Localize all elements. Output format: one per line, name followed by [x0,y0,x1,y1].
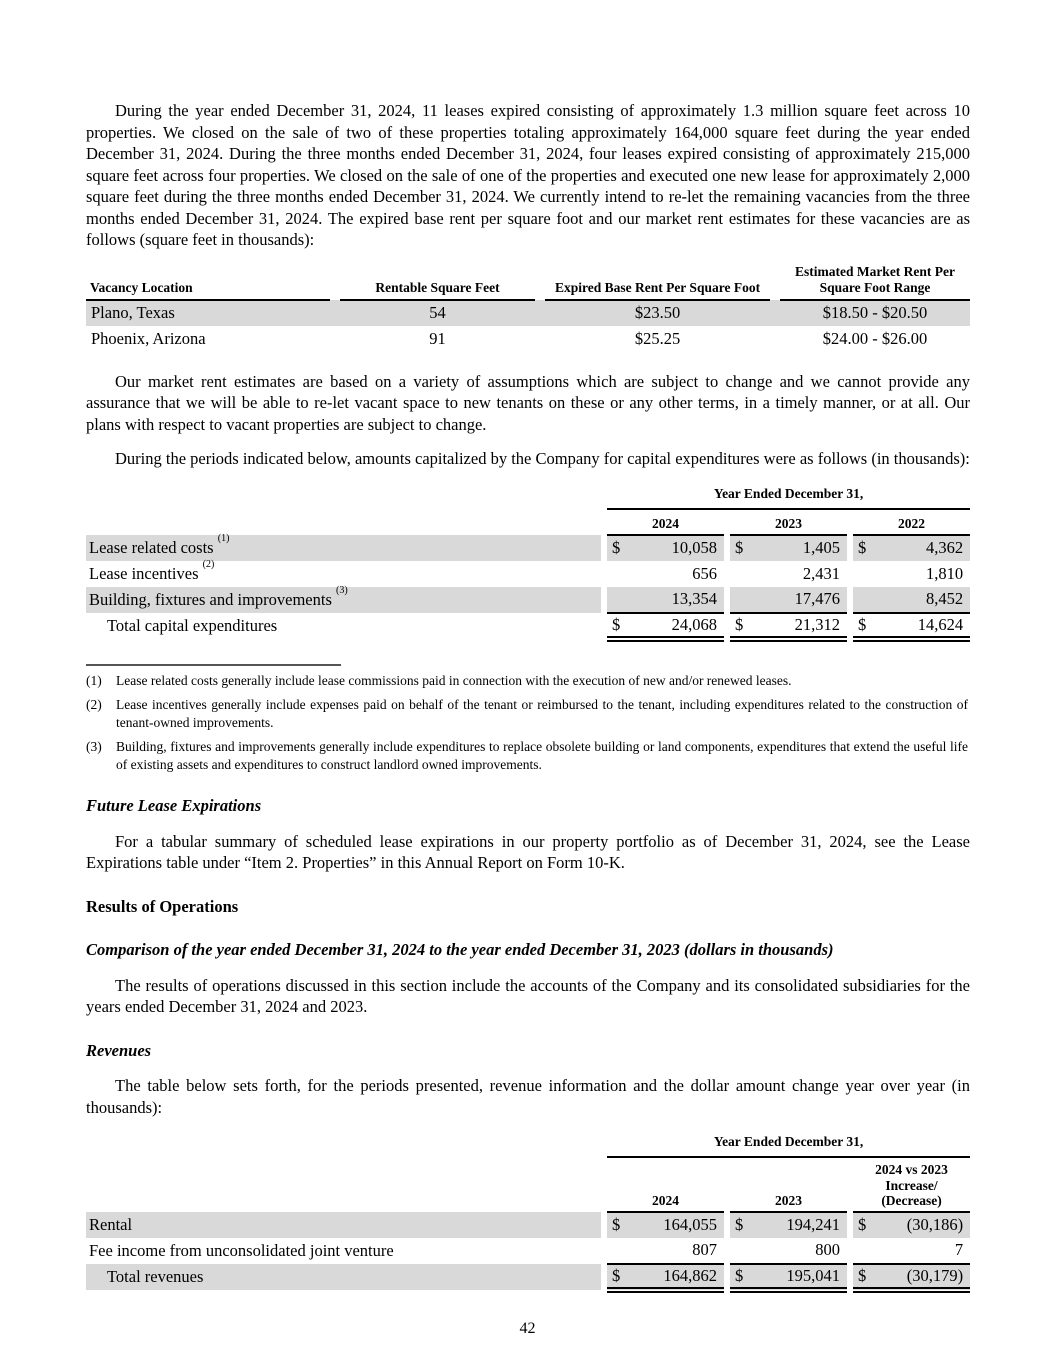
column-header-estimated-market-rent: Estimated Market Rent Per Square Foot Range [780,264,970,300]
table-row-plano [86,300,970,326]
amount-cell: 1,810 [925,563,964,583]
amount-cell: 21,312 [752,613,847,639]
paragraph-capex-intro: During the periods indicated below, amounts capitalized by the Company for capital expenditures were as follows (in thousands): [115,449,970,468]
revenue-span-header-row [86,1131,970,1157]
amount-cell: 807 [629,1238,724,1264]
amount-cell: 164,055 [629,1212,724,1238]
capex-span-header-row [86,483,970,509]
span-header-year-ended: Year Ended December 31, [607,1131,970,1157]
column-header-increase-decrease: 2024 vs 2023 Increase/ (Decrease) [853,1157,970,1212]
column-header-vacancy-location: Vacancy Location [86,264,330,300]
row-label: Lease related costs $^{(1)}$ [86,535,601,561]
row-label: Lease incentives $^{(2)}$ [89,559,215,583]
footnote-text: Lease incentives generally include expenses paid on behalf of the tenant or reimbursed to the tenant, including expenditures related to the construction of tenant-owned improvements. [116,697,968,730]
paragraph-results-scope: The results of operations discussed in this section include the accounts of the Company and its consolidated subsidiaries for the years ended December 31, 2024 and 2023. [86,975,970,1016]
year-header-2023: 2023 [730,509,847,535]
capex-year-header-row [86,509,970,535]
row-label: Rental [86,1212,601,1238]
currency-cell [853,561,875,587]
table-row-total-revenues [86,1264,970,1290]
column-gap [535,326,545,352]
column-gap [770,300,780,326]
span-header-year-ended: Year Ended December 31, [607,483,970,509]
column-gap [770,326,780,352]
currency-cell [607,587,629,613]
page-number: 42 [519,1319,536,1337]
revenue-table [86,1131,970,1293]
footnote-number: (2) [86,697,102,712]
amount-cell: 4,362 [875,535,970,561]
table-row-total-capex [86,613,970,639]
footnote-3 [86,738,970,773]
location-cell: Plano, Texas [86,300,330,326]
currency-cell: $ [853,535,875,561]
currency-cell [730,1238,752,1264]
currency-cell: $ [730,535,752,561]
currency-cell [607,1238,629,1264]
footnote-2 [86,696,970,731]
year-header-2024: 2024 [607,1157,724,1212]
currency-cell [730,587,752,613]
currency-cell [853,1238,875,1264]
amount-cell: 2,431 [802,563,840,583]
empty-cell [86,509,601,535]
empty-cell [86,483,601,509]
empty-cell [86,1157,601,1212]
column-gap [535,264,545,300]
row-label: Total capital expenditures [107,615,278,635]
heading-comparison: Comparison of the year ended December 31, 2024 to the year ended December 31, 2023 (dollars in thousands) [86,940,834,959]
row-label: Fee income from unconsolidated joint venture [89,1240,394,1260]
amount-cell: 800 [752,1238,847,1264]
table-row-building-fixtures [86,587,970,613]
amount-cell: 195,041 [752,1264,847,1290]
footnote-1 [86,672,970,690]
table-row-fee-income [86,1238,970,1264]
footnote-number: (3) [86,739,102,754]
revenue-year-header-row [86,1157,970,1212]
currency-cell: $ [607,1212,629,1238]
vacancy-table [86,264,970,352]
footnote-number: (1) [86,672,102,688]
sqft-cell: 91 [429,328,446,348]
currency-cell: $ [730,613,752,639]
currency-cell [853,587,875,613]
paragraph-market-rent-assumptions: Our market rent estimates are based on a variety of assumptions which are subject to change and we cannot provide any assurance that we will be able to re-let vacant space to new tenants on these or any other terms, in a timely manner, or at all. Our plans with respect to vacant properties are subject to change. [86,371,970,434]
market-rent-cell: $18.50 - $20.50 [780,300,970,326]
table-row-phoenix [86,326,970,352]
column-gap [535,300,545,326]
footnote-text: Building, fixtures and improvements generally include expenditures to replace obsolete building or land components, expenditures that extend the useful life of existing assets and expenditures to construct landlord owned improvements. [116,739,968,772]
vacancy-table-header-row [86,264,970,300]
amount-cell: 164,862 [629,1264,724,1290]
currency-cell: $ [853,1264,875,1290]
footnote-ref-3: (3) [336,585,348,597]
footnote-divider [86,664,341,666]
currency-cell [607,561,629,587]
amount-cell: 7 [875,1238,970,1264]
currency-cell: $ [607,613,629,639]
currency-cell: $ [607,1264,629,1290]
table-row-lease-incentives [86,561,970,587]
heading-revenues: Revenues [86,1040,152,1060]
amount-cell: 8,452 [875,587,970,613]
paragraph-revenue-table-intro: The table below sets forth, for the periods presented, revenue information and the dollar amount change year over year (in thousands): [86,1076,970,1117]
location-cell: Phoenix, Arizona [91,328,206,348]
market-rent-cell: $24.00 - $26.00 [822,328,928,348]
empty-cell [86,1131,601,1157]
column-gap [330,300,340,326]
amount-cell: 13,354 [629,587,724,613]
column-gap [330,264,340,300]
paragraph-lease-expirations-reference: For a tabular summary of scheduled lease expirations in our property portfolio as of December 31, 2024, see the Lease Expirations table under “Item 2. Properties” in this Annual Report on Form 10-K. [86,831,970,872]
amount-cell: 17,476 [752,587,847,613]
currency-cell: $ [853,613,875,639]
sqft-cell: 54 [340,300,535,326]
column-gap [770,264,780,300]
column-header-expired-base-rent: Expired Base Rent Per Square Foot [545,264,770,300]
row-label: Building, fixtures and improvements $^{(3)}$ [86,587,601,613]
capex-table [86,483,970,642]
year-header-2022: 2022 [853,509,970,535]
currency-cell [730,561,752,587]
paragraph-lease-expirations-summary: During the year ended December 31, 2024, 11 leases expired consisting of approximately 1.3 million square feet across 10 properties. We closed on the sale of two of these properties totaling approximately 164,000 square feet during the year ended December 31, 2024. During the three months ended December 31, 2024, four leases expired consisting of approximately 215,000 square feet across four properties. We closed on the sale of one of the properties and executed one new lease for approximately 2,000 square feet during the three months ended December 31, 2024. We currently intend to re-let the remaining vacancies from the three months ended December 31, 2024. The expired base rent per square foot and our market rent estimates for these vacancies are as follows (square feet in thousands): [86,101,970,249]
amount-cell: 10,058 [629,535,724,561]
row-label: Total revenues [86,1264,601,1290]
expired-rent-cell: $25.25 [634,328,681,348]
amount-cell: 1,405 [752,535,847,561]
amount-cell: 656 [692,563,717,583]
currency-cell: $ [853,1212,875,1238]
amount-cell: 194,241 [752,1212,847,1238]
amount-cell: 14,624 [875,613,970,639]
amount-cell: (30,179) [875,1264,970,1290]
heading-future-lease-expirations: Future Lease Expirations [86,796,262,815]
footnote-text: Lease related costs generally include lease commissions paid in connection with the execution of new and/or renewed leases. [116,672,792,688]
footnote-ref-2: (2) [202,559,215,571]
currency-cell: $ [730,1212,752,1238]
year-header-2024: 2024 [607,509,724,535]
footnote-ref-1: (1) [217,533,230,545]
column-header-rentable-square-feet: Rentable Square Feet [340,264,535,300]
table-row-rental [86,1212,970,1238]
currency-cell: $ [607,535,629,561]
amount-cell: (30,186) [875,1212,970,1238]
heading-results-of-operations: Results of Operations [86,896,239,916]
expired-rent-cell: $23.50 [545,300,770,326]
amount-cell: 24,068 [629,613,724,639]
table-row-lease-related-costs [86,535,970,561]
currency-cell: $ [730,1264,752,1290]
column-gap [330,326,340,352]
year-header-2023: 2023 [730,1157,847,1212]
